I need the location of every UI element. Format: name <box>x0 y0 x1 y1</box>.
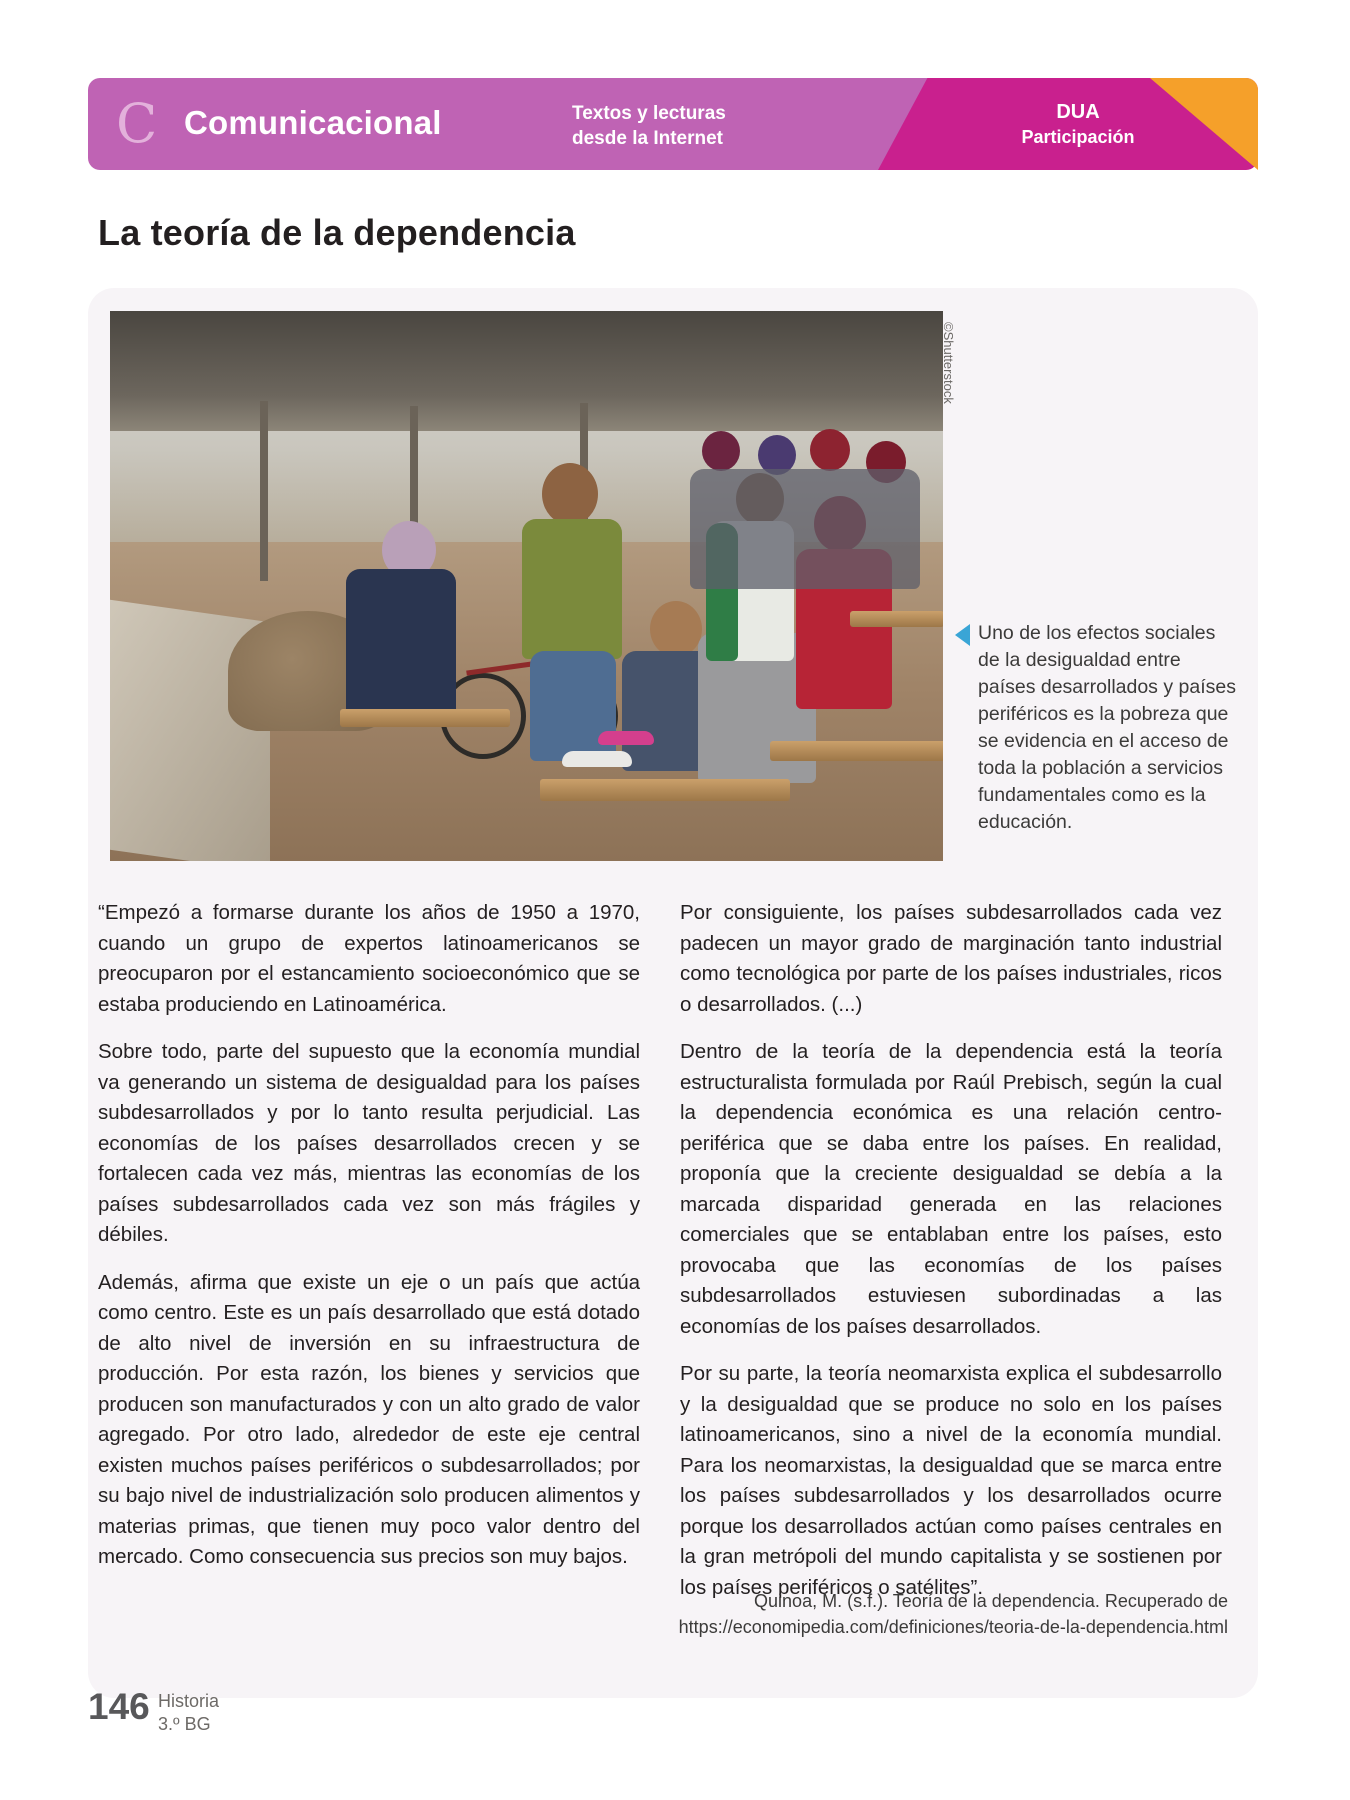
photo-desk <box>540 779 790 801</box>
photo-desk <box>850 611 943 627</box>
page-number: 146 <box>88 1686 150 1727</box>
paragraph: Sobre todo, parte del supuesto que la economía mundial va generando un sistema de desigualdad para los países subdesarrollados y por lo tanto resulta perjudicial. Las economías de los países desarrollados crecen y se fortalecen cada vez más, mientras las economías de los países subdesarrollados cada vez son más frágiles y débiles. <box>98 1040 640 1246</box>
photo-person-head <box>810 429 850 471</box>
brand-title: Comunicacional <box>184 104 442 141</box>
footer-subject: Historia <box>158 1691 220 1711</box>
photo-pole <box>260 401 268 581</box>
lesson-photo <box>110 311 943 861</box>
dua-subtitle: Participación <box>1021 127 1135 147</box>
paragraph: Por su parte, la teoría neomarxista explica el subdesarrollo y la desigualdad que se produce no solo en los países latinoamericanos, sino a nivel de la economía mundial. Para los neomarxistas, la desigualdad que se marca entre los países subdesarrollados y los desarrollados ocurre porque los desarrollados actúan como países centrales en la gran metrópoli del mundo capitalista y se sostienen por los países periféricos o satélites”. <box>680 1362 1222 1599</box>
caption-pointer-icon <box>955 624 970 646</box>
photo-caption: Uno de los efectos sociales de la desigualdad entre países desarrollados y países periféricos es la pobreza que se evidencia en el acceso de toda la población a servicios fundamentales como es la educación. <box>978 622 1236 833</box>
body-right-column <box>680 898 1222 1620</box>
dua-block <box>988 100 1168 150</box>
photo-person-head <box>702 431 740 471</box>
paragraph: Dentro de la teoría de la dependencia está la teoría estructuralista formulada por Raúl Prebisch, según la cual la dependencia económica es una relación centro-periférica que se daba entre los países. En realidad, proponía que la creciente desigualdad se debía a la marcada disparidad generada en las relaciones comerciales que se entablaban entre los países, esto provocaba que las economías de los países subdesarrollados estuviesen subordinadas a las economías de los países desarrollados. <box>680 1040 1222 1338</box>
photo-person-body <box>346 569 456 719</box>
photo-credit: ©Shutterstock <box>941 322 956 404</box>
footer-meta <box>158 1690 219 1736</box>
paragraph: Además, afirma que existe un eje o un país que actúa como centro. Este es un país desarrollado que está dotado de alto nivel de inversión en su infraestructura de producción. Por esta razón, los bienes y servicios que producen son manufacturados y con un alto grado de valor agregado. Por otro lado, alrededor de este eje central existen muchos países periféricos o subdesarrollados; por su bajo nivel de industrialización solo producen alimentos y materias primas, que tienen muy poco valor dentro del mercado. Como consecuencia sus precios son muy bajos. <box>98 1270 640 1568</box>
photo-person-body <box>522 519 622 659</box>
photo-crowd <box>690 469 920 589</box>
header-banner <box>88 78 1258 170</box>
banner-subtitle-line1: Textos y lecturas <box>572 103 726 124</box>
body-left-column <box>98 898 640 1590</box>
paragraph: “Empezó a formarse durante los años de 1950 a 1970, cuando un grupo de expertos latinoamericanos se preocuparon por el estancamiento socioeconómico que se estaba produciendo en Latinoamérica. <box>98 901 640 1016</box>
photo-notebook <box>562 751 632 767</box>
photo-desk <box>770 741 943 761</box>
banner-subtitle-line2: desde la Internet <box>572 128 723 149</box>
photo-person-head <box>542 463 598 525</box>
photo-roof <box>110 311 943 431</box>
source-citation: Quinoa, M. (s.f.). Teoría de la dependencia. Recuperado de https://economipedia.com/definiciones/teoria-de-la-dependencia.html <box>678 1591 1228 1637</box>
footer-grade: 3.º BG <box>158 1714 211 1734</box>
banner-subtitle <box>572 101 726 151</box>
photo-person-head <box>650 601 702 657</box>
photo-notebook <box>598 731 654 745</box>
page-title: La teoría de la dependencia <box>98 212 576 253</box>
dua-title: DUA <box>1056 101 1100 123</box>
c-spiral-logo-icon: C <box>116 92 158 155</box>
photo-desk <box>340 709 510 727</box>
paragraph: Por consiguiente, los países subdesarrollados cada vez padecen un mayor grado de marginación tanto industrial como tecnológica por parte de los países industriales, ricos o desarrollados. (...) <box>680 901 1222 1016</box>
